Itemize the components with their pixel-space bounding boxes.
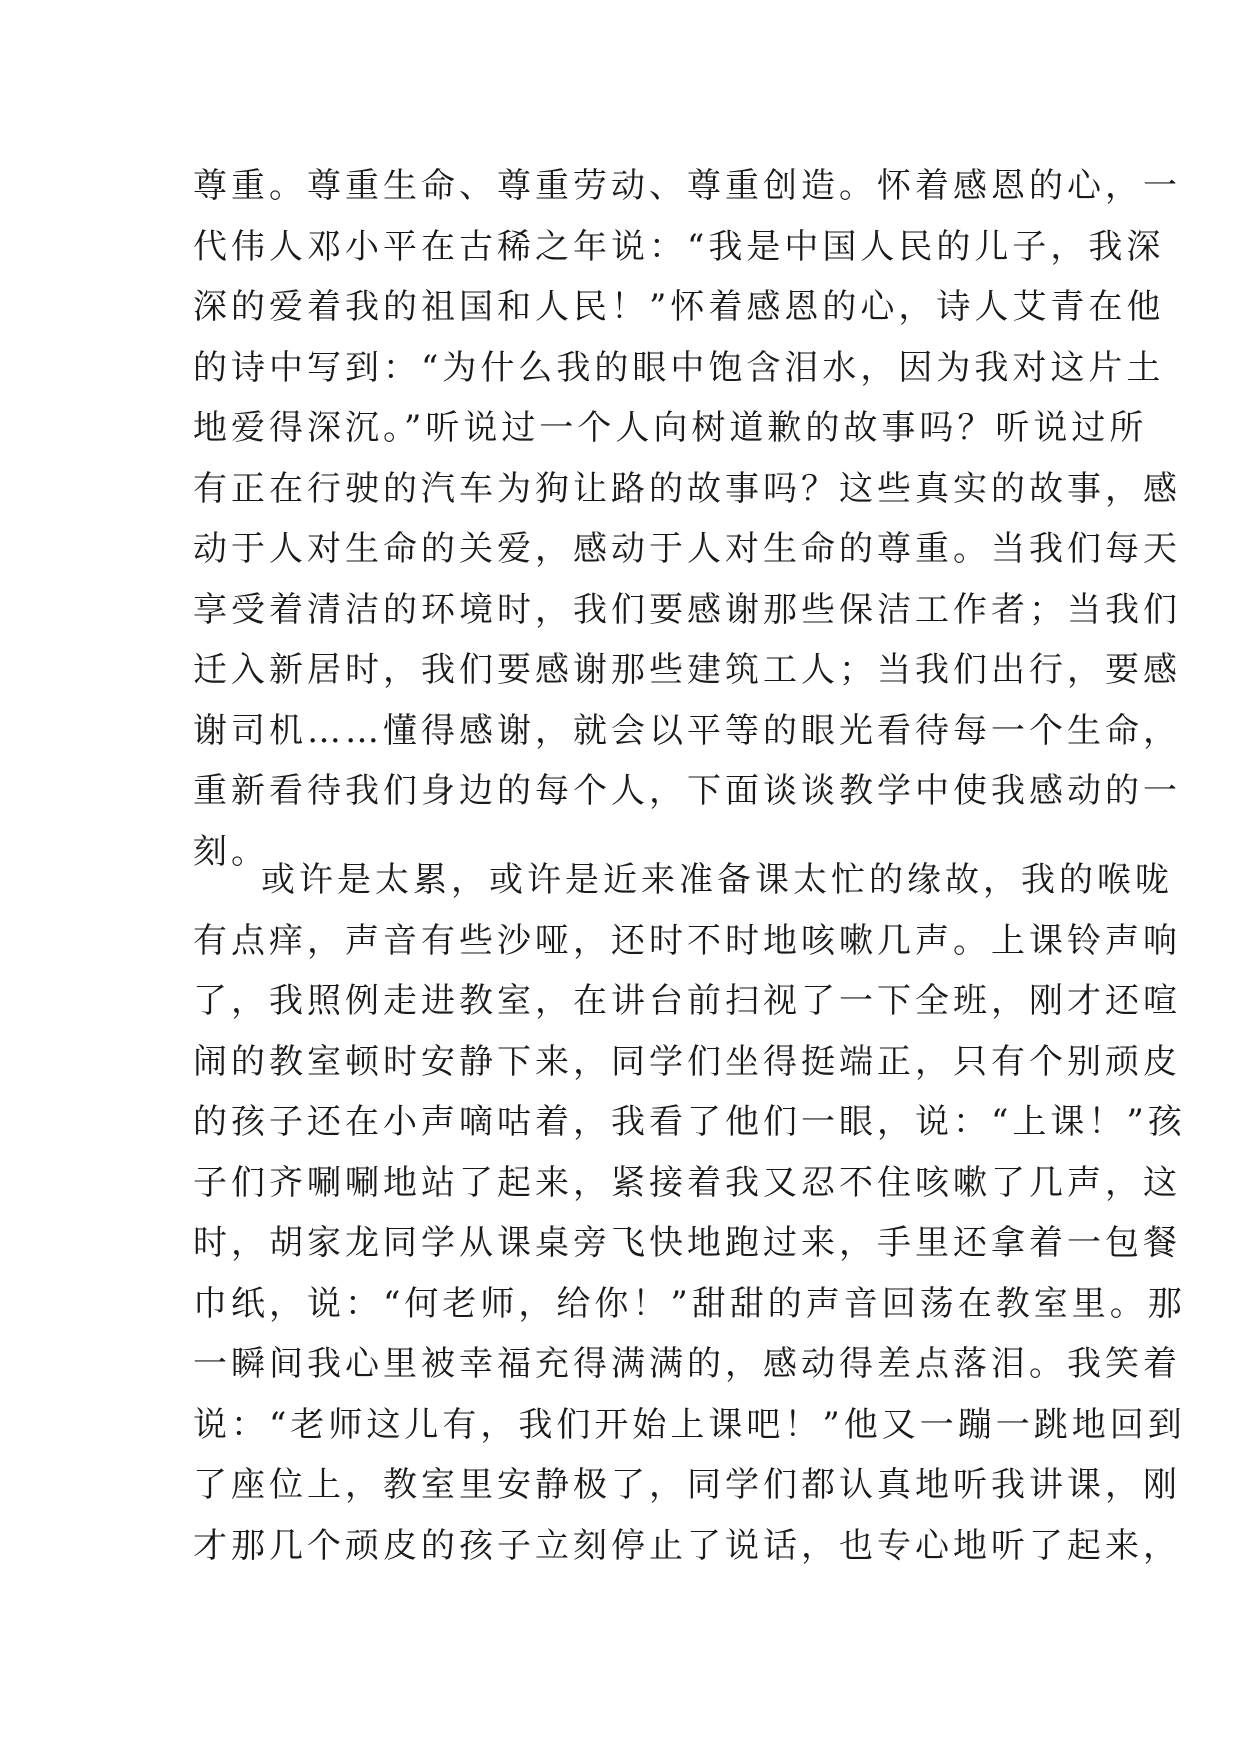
paragraph-line: 地爱得深沉。”听说过一个人向树道歉的故事吗？听说过所: [193, 408, 1148, 448]
paragraph-line: 的诗中写到：“为什么我的眼中饱含泪水，因为我对这片土: [193, 347, 1165, 388]
paragraph-line: 巾纸，说：“何老师，给你！”甜甜的声音回荡在教室里。那: [193, 1283, 1186, 1324]
paragraph-line: 的孩子还在小声嘀咕着，我看了他们一眼，说：“上课！”孩: [193, 1102, 1186, 1142]
paragraph-line: 有点痒，声音有些沙哑，还时不时地咳嗽几声。上课铃声响: [193, 920, 1181, 961]
paragraph-2: [193, 850, 1186, 1576]
paragraph-line: 刻。: [193, 831, 269, 872]
paragraph-line: 时，胡家龙同学从课桌旁飞快地跑过来，手里还拿着一包餐: [193, 1223, 1181, 1263]
paragraph-line: 有正在行驶的汽车为狗让路的故事吗？这些真实的故事，感: [193, 468, 1181, 509]
paragraph-line: 谢司机……懂得感谢，就会以平等的眼光看待每一个生命，: [193, 710, 1181, 751]
paragraph-line: 说：“老师这儿有，我们开始上课吧！”他又一蹦一跳地回到: [193, 1404, 1186, 1445]
paragraph-line: 子们齐唰唰地站了起来，紧接着我又忍不住咳嗽了几声，这: [193, 1162, 1181, 1203]
paragraph-line: 迁入新居时，我们要感谢那些建筑工人；当我们出行，要感: [193, 650, 1181, 690]
paragraph-line: 深的爱着我的祖国和人民！”怀着感恩的心，诗人艾青在他: [193, 287, 1165, 327]
paragraph-line: 享受着清洁的环境时，我们要感谢那些保洁工作者；当我们: [193, 589, 1181, 630]
paragraph-line: 代伟人邓小平在古稀之年说：“我是中国人民的儿子，我深: [193, 226, 1165, 267]
paragraph-line: 了，我照例走进教室，在讲台前扫视了一下全班，刚才还喧: [193, 981, 1181, 1021]
paragraph-line: 了座位上，教室里安静极了，同学们都认真地听我讲课，刚: [193, 1465, 1181, 1505]
paragraph-line: 闹的教室顿时安静下来，同学们坐得挺端正，只有个别顽皮: [193, 1041, 1181, 1082]
paragraph-line: 重新看待我们身边的每个人，下面谈谈教学中使我感动的一: [193, 771, 1181, 811]
paragraph-line: 动于人对生命的关爱，感动于人对生命的尊重。当我们每天: [193, 529, 1181, 569]
paragraph-line: 尊重。尊重生命、尊重劳动、尊重创造。怀着感恩的心，一: [193, 166, 1181, 206]
paragraph-line: 才那几个顽皮的孩子立刻停止了说话，也专心地听了起来，: [193, 1525, 1181, 1566]
paragraph-first-line: 或许是太累，或许是近来准备课太忙的缘故，我的喉咙: [261, 860, 1173, 900]
paragraph-line: 一瞬间我心里被幸福充得满满的，感动得差点落泪。我笑着: [193, 1344, 1181, 1384]
